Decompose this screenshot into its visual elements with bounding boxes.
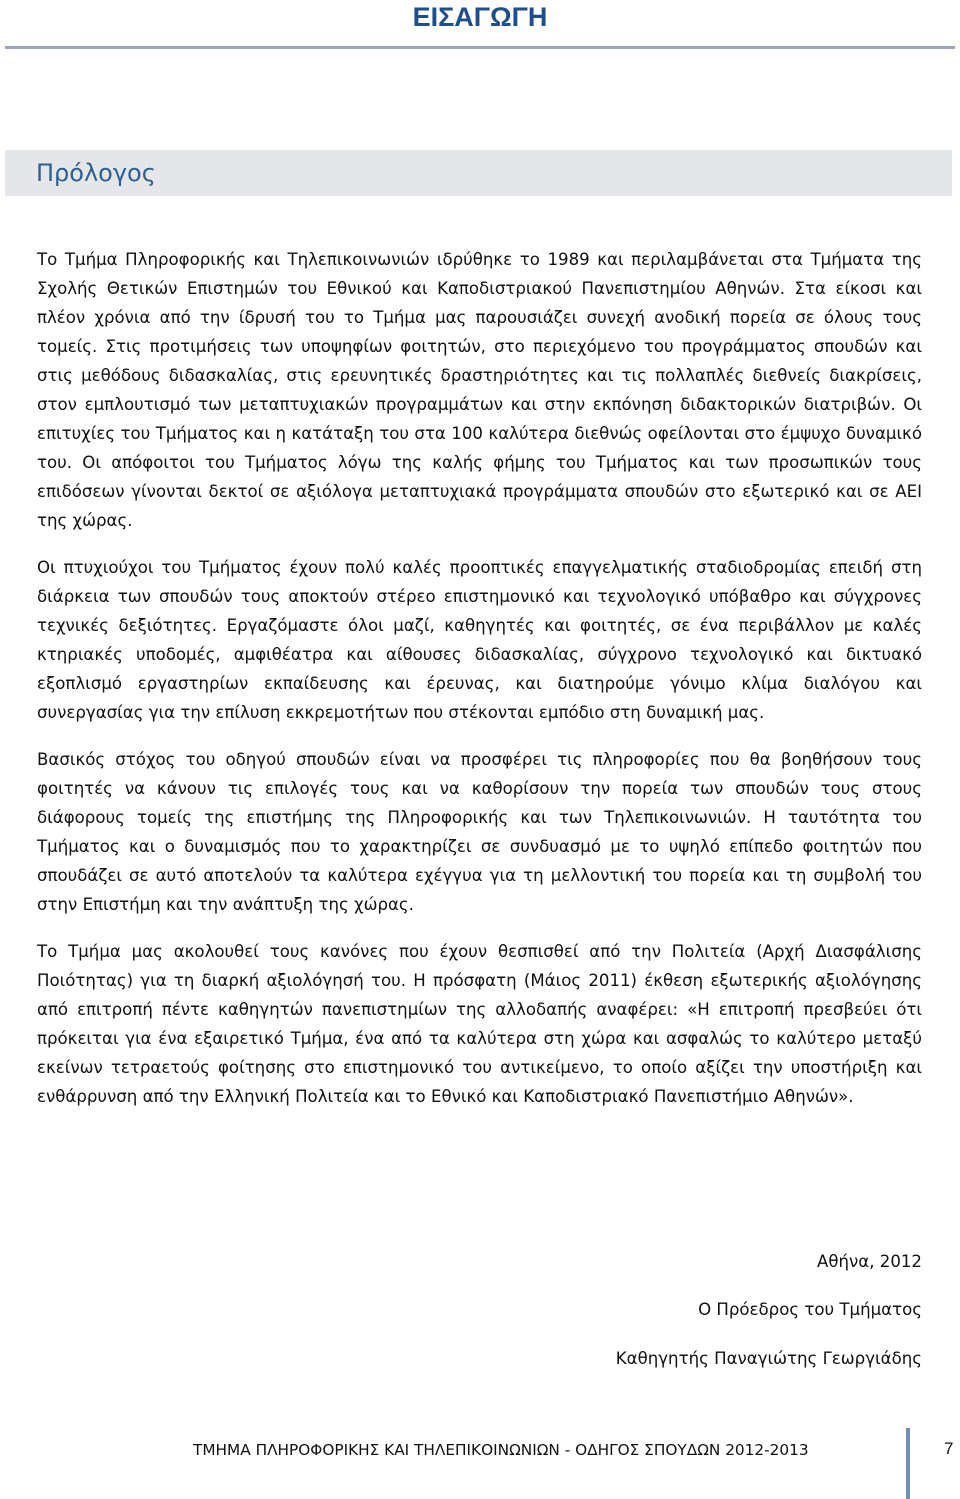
footer-divider (906, 1428, 910, 1499)
section-title: Πρόλογος (36, 159, 156, 187)
body-text (37, 245, 922, 1129)
page-number: 7 (944, 1439, 954, 1458)
signature-date-place: Αθήνα, 2012 (816, 1252, 922, 1271)
signature-name: Καθηγητής Παναγιώτης Γεωργιάδης (615, 1349, 922, 1368)
signature-role: Ο Πρόεδρος του Τμήματος (698, 1300, 922, 1319)
footer-running-title: ΤΜΗΜΑ ΠΛΗΡΟΦΟΡΙΚΗΣ ΚΑΙ ΤΗΛΕΠΙΚΟΙΝΩΝΙΩΝ - ΟΔΗΓΟΣ ΣΠΟΥΔΩΝ 2012-2013 (193, 1441, 809, 1459)
paragraph-2: Οι πτυχιούχοι του Τμήματος έχουν πολύ καλές προοπτικές επαγγελματικής σταδιοδρομίας επειδή στη διάρκεια των σπουδών τους αποκτούν στέρεο επιστημονικό και τεχνολογικό υπόβαθρο και σύγχρονες τεχνικές δεξιότητες. Εργαζόμαστε όλοι μαζί, καθηγητές και φοιτητές, σε ένα περιβάλλον με καλές κτηριακές υποδομές, αμφιθέατρα και αίθουσες διδασκαλίας, σύγχρονο τεχνολογικό και δικτυακό εξοπλισμό εργαστηρίων εκπαίδευσης και έρευνας, και διατηρούμε γόνιμο κλίμα διαλόγου και συνεργασίας για την επίλυση εκκρεμοτήτων που στέκονται εμπόδιο στη δυναμική μας. (37, 558, 922, 722)
paragraph-1: Το Τμήμα Πληροφορικής και Τηλεπικοινωνιών ιδρύθηκε το 1989 και περιλαμβάνεται στα Τμήματα της Σχολής Θετικών Επιστημών του Εθνικού και Καποδιστριακού Πανεπιστημίου Αθηνών. Στα είκοσι και πλέον χρόνια από την ίδρυσή του το Τμήμα μας παρουσιάζει συνεχή ανοδική πορεία σε όλους τους τομείς. Στις προτιμήσεις των υποψηφίων φοιτητών, στο περιεχόμενο του προγράμματος σπουδών και στις μεθόδους διδασκαλίας, στις ερευνητικές δραστηριότητες και τις πολλαπλές διεθνείς διακρίσεις, στον εμπλουτισμό των μεταπτυχιακών προγραμμάτων και στην εκπόνηση διδακτορικών διατριβών. Οι επιτυχίες του Τμήματος και η κατάταξη του στα 100 καλύτερα διεθνώς οφείλονται στο έμψυχο δυναμικό του. Οι απόφοιτοι του Τμήματος λόγω της καλής φήμης του Τμήματος και των προσωπικών τους επιδόσεων γίνονται δεκτοί σε αξιόλογα μεταπτυχιακά προγράμματα σπουδών στο εξωτερικό και σε ΑΕΙ της χώρας. (37, 250, 922, 530)
paragraph-3: Βασικός στόχος του οδηγού σπουδών είναι να προσφέρει τις πληροφορίες που θα βοηθήσουν τους φοιτητές να κάνουν τις επιλογές τους και να καθορίσουν την πορεία των σπουδών τους στους διάφορους τομείς της επιστήμης της Πληροφορικής και των Τηλεπικοινωνιών. Η ταυτότητα του Τμήματος και ο δυναμισμός που το χαρακτηρίζει σε συνδυασμό με το υψηλό επίπεδο φοιτητών που σπουδάζει σε αυτό αποτελούν τα καλύτερα εχέγγυα για τη μελλοντική του πορεία και τη συμβολή του στην Επιστήμη και την ανάπτυξη της χώρας. (37, 750, 922, 914)
paragraph-4: Το Τμήμα μας ακολουθεί τους κανόνες που έχουν θεσπισθεί από την Πολιτεία (Αρχή Διασφάλισης Ποιότητας) για τη διαρκή αξιολόγησή του. Η πρόσφατη (Μάιος 2011) έκθεση εξωτερικής αξιολόγησης από επιτροπή πέντε καθηγητών πανεπιστημίων της αλλοδαπής αναφέρει: «Η επιτροπή πρεσβεύει ότι πρόκειται για ένα εξαιρετικό Τμήμα, ένα από τα καλύτερα στη χώρα και ασφαλώς το καλύτερο μεταξύ εκείνων τετραετούς φοίτησης στο επιστημονικό του αντικείμενο, το οποίο αξίζει την υποστήριξη και ενθάρρυνση από την Ελληνική Πολιτεία και το Εθνικό και Καποδιστριακό Πανεπιστήμιο Αθηνών». (37, 942, 922, 1106)
header-rule (5, 46, 955, 49)
chapter-title: ΕΙΣΑΓΩΓΗ (412, 2, 548, 32)
